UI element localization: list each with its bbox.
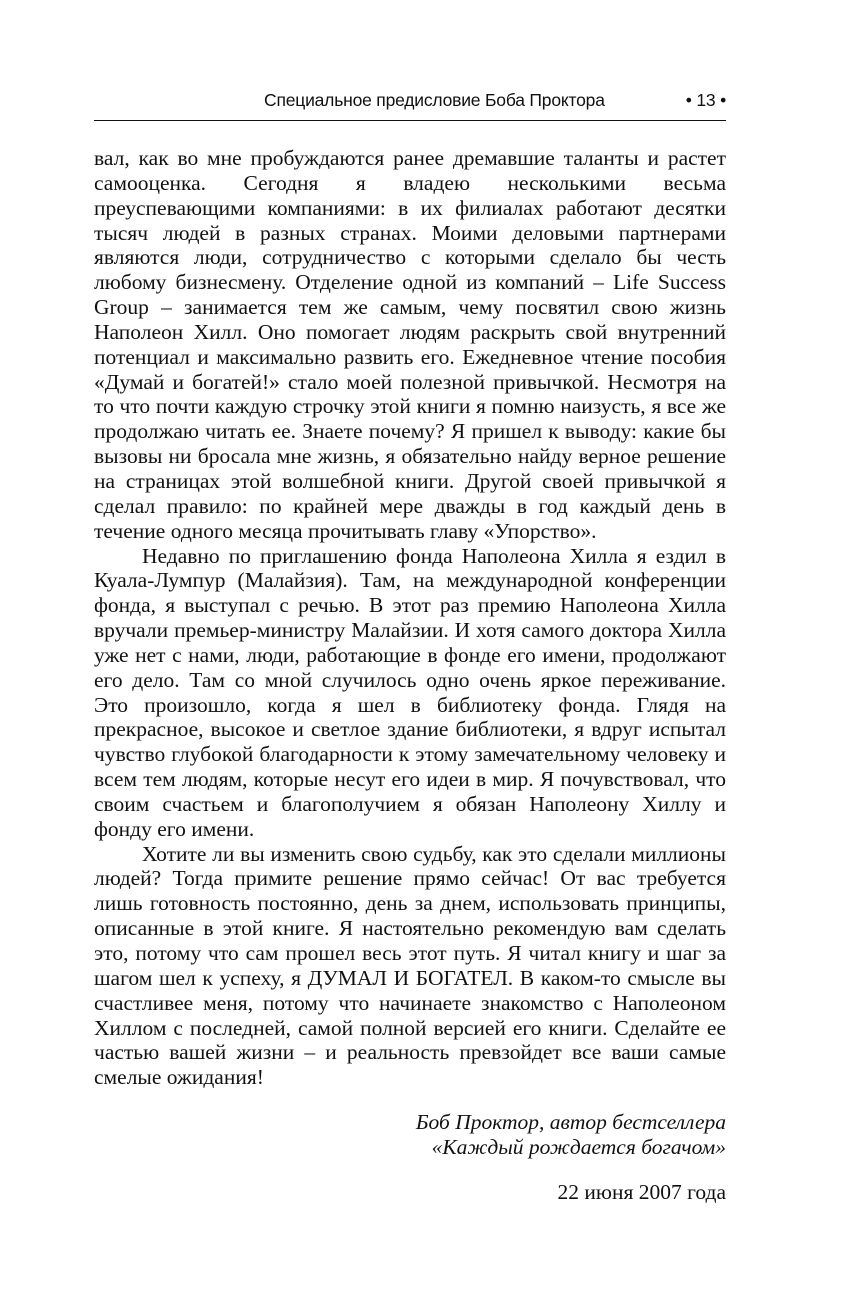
page-body <box>94 146 726 1205</box>
running-header <box>94 88 726 121</box>
header-title: Специальное предисловие Боба Проктора <box>264 90 605 110</box>
date-line: 22 июня 2007 года <box>557 1179 726 1204</box>
author-signature <box>94 1110 726 1160</box>
paragraph: Хотите ли вы изменить свою судьбу, как это сделали миллионы людей? Тогда примите решение прямо сейчас! От вас требуется лишь готовность постоянно, день за днем, использовать принципы, описанные в этой книге. Я настоятельно рекомендую вам сделать это, потому что сам прошел весь этот путь. Я читал книгу и шаг за шагом шел к успеху, я ДУМАЛ И БОГАТЕЛ. В каком-то смысле вы счастливее меня, потому что начинаете знакомство с Наполеоном Хиллом с последней, самой полной версией его книги. Сделайте ее частью вашей жизни – и реальность превзойдет все ваши самые смелые ожидания! <box>94 841 726 1090</box>
paragraph: Недавно по приглашению фонда Наполеона Хилла я ездил в Куала-Лумпур (Малайзия). Там, на международной конференции фонда, я выступал с речью. В этот раз премию Наполеона Хилла вручали премьер-министру Малайзии. И хотя самого доктора Хилла уже нет с нами, люди, работающие в фонде его имени, продолжают его дело. Там со мной случилось одно очень яркое переживание. Это произошло, когда я шел в библиотеку фонда. Глядя на прекрасное, высокое и светлое здание библиотеки, я вдруг испытал чувство глубокой благодарности к этому замечательному человеку и всем тем людям, которые несут его идеи в мир. Я почувствовал, что своим счастьем и благополучием я обязан Наполеону Хиллу и фонду его имени. <box>94 543 726 841</box>
page-number: • 13 • <box>685 90 726 110</box>
signature-line: Боб Проктор, автор бестселлера <box>415 1110 726 1135</box>
signature-line: «Каждый рождается богачом» <box>431 1134 726 1159</box>
paragraph-continued: вал, как во мне пробуждаются ранее дремавшие таланты и растет самооценка. Сегодня я владею несколькими весьма преуспевающими компаниями: в их филиалах работают десятки тысяч людей в разных странах. Моими деловыми партнерами являются люди, сотрудничество с которыми сделало бы честь любому бизнесмену. Отделение одной из компаний – Life Success Group – занимается тем же самым, чему посвятил свою жизнь Наполеон Хилл. Оно помогает людям раскрыть свой внутренний потенциал и максимально развить его. Ежедневное чтение пособия «Думай и богатей!» стало моей полезной привычкой. Несмотря на то что почти каждую строчку этой книги я помню наизусть, я все же продолжаю читать ее. Знаете почему? Я пришел к выводу: какие бы вызовы ни бросала мне жизнь, я обязательно найду верное решение на страницах этой волшебной книги. Другой своей привычкой я сделал правило: по крайней мере дважды в год каждый день в течение одного месяца прочитывать главу «Упорство». <box>94 146 726 543</box>
